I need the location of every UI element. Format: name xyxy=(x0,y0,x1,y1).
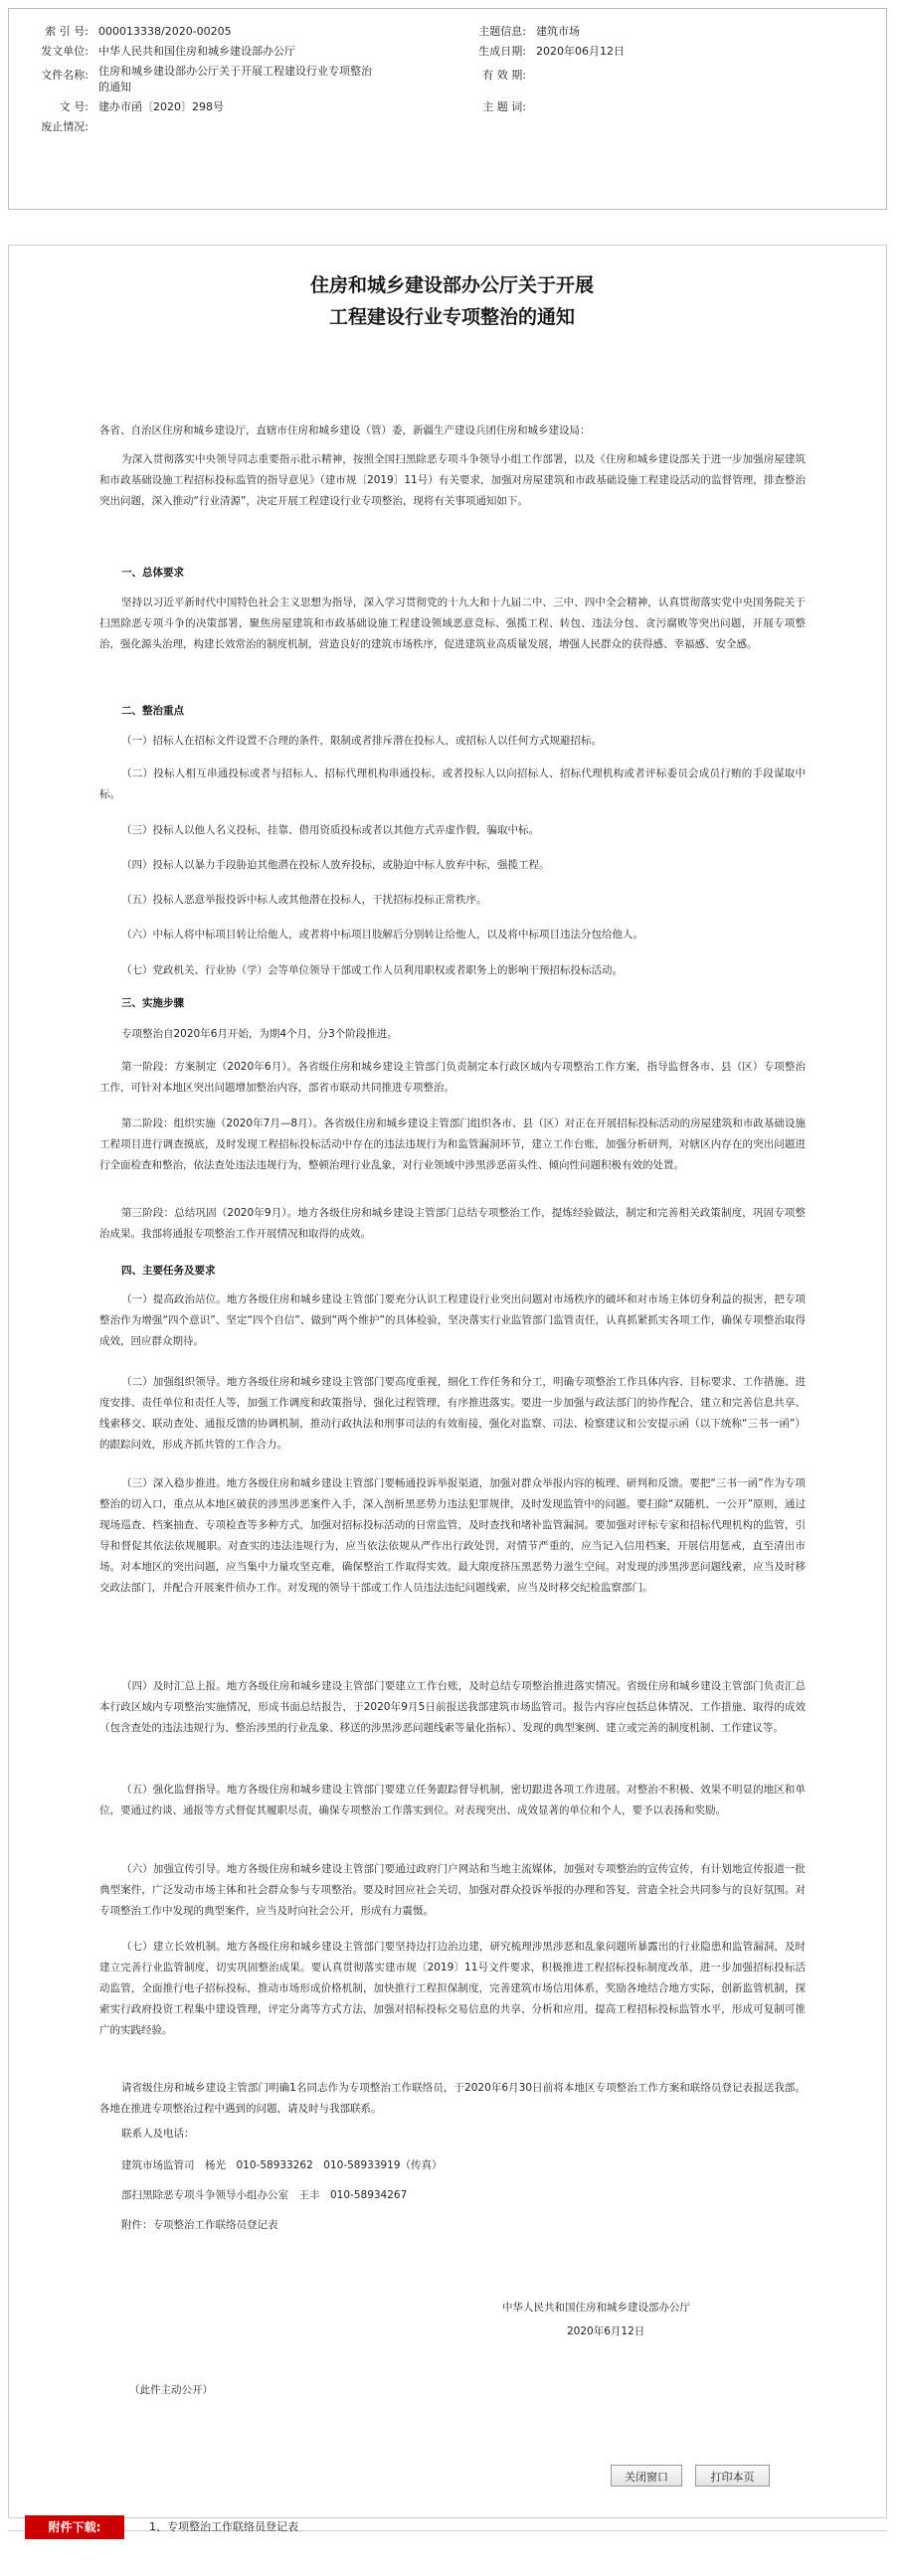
signature-org: 中华人民共和国住房和城乡建设部办公厅 xyxy=(502,2302,690,2314)
issuer-value: 中华人民共和国住房和城乡建设部办公厅 xyxy=(98,45,295,58)
document-title-line-2: 工程建设行业专项整治的通知 xyxy=(328,306,575,328)
close-window-button[interactable]: 关闭窗口 xyxy=(611,2465,682,2487)
section-3-item: 第一阶段：方案制定（2020年6月）。各省级住房和城乡建设主管部门负责制定本行政区域内专项整治工作方案，指导监督各市、县（区）专项整治工作，可针对本地区突出问题增加整治内容，部省市联动共同推进专项整治。 xyxy=(99,1061,806,1094)
metadata-panel xyxy=(8,8,887,210)
section-4-item: （四）及时汇总上报。地方各级住房和城乡建设主管部门要建立工作台账，及时总结专项整治推进落实情况。省级住房和城乡建设主管部门负责汇总本行政区域内专项整治实施情况，形成书面总结报告，于2020年9月5日前报送我部建筑市场监管司。报告内容应包括总体情况、工作措施、取得的成效（包含查处的违法违规行为、整治涉黑的行业乱象、移送的涉黑涉恶问题线索等量化指标）、发现的典型案例、建立或完善的制度机制、工作建议等。 xyxy=(99,1680,806,1734)
section-2-heading: 二、整治重点 xyxy=(121,705,184,717)
topic-value: 建筑市场 xyxy=(536,25,580,38)
docno-value: 建办市函〔2020〕298号 xyxy=(98,100,224,113)
section-3-item: 第三阶段：总结巩固（2020年9月）。地方各级住房和城乡建设主管部门总结专项整治工作，提炼经验做法，制定和完善相关政策制度，巩固专项整治成果。我部将通报专项整治工作开展情况和取得的成效。 xyxy=(99,1207,806,1240)
print-page-button[interactable]: 打印本页 xyxy=(695,2465,770,2487)
signature-date: 2020年6月12日 xyxy=(567,2325,645,2337)
abolish-label: 废止情况: xyxy=(41,120,89,133)
contact-heading: 联系人及电话： xyxy=(121,2128,195,2140)
validity-label: 有 效 期: xyxy=(482,69,526,82)
filename-label: 文件名称: xyxy=(41,69,89,82)
section-2-item: （六）中标人将中标项目转让给他人，或者将中标项目肢解后分别转让给他人，以及将中标项目违法分包给他人。 xyxy=(121,929,643,941)
date-label: 生成日期: xyxy=(478,45,526,58)
filename-value-1: 住房和城乡建设部办公厅关于开展工程建设行业专项整治 xyxy=(98,65,372,78)
issuer-label: 发文单位: xyxy=(41,45,89,58)
attachment-divider xyxy=(8,2530,887,2531)
intro-paragraph: 为深入贯彻落实中央领导同志重要指示批示精神，按照全国扫黑除恶专项斗争领导小组工作部署，以及《住房和城乡建设部关于进一步加强房屋建筑和市政基础设施工程招标投标监管的指导意见》（建市规〔2019〕11号）有关要求，加强对房屋建筑和市政基础设施工程建设活动的监督管理，排查整治突出问题，深入推动“行业清源”，决定开展工程建设行业专项整治，现将有关事项通知如下。 xyxy=(99,453,806,507)
keywords-label: 主 题 词: xyxy=(482,100,526,113)
document-title-line-1: 住房和城乡建设部办公厅关于开展 xyxy=(309,274,594,296)
section-4-item: （六）加强宣传引导。地方各级住房和城乡建设主管部门要通过政府门户网站和当地主流媒体，加强对专项整治的宣传宣传，有计划地宣传报道一批典型案件，广泛发动市场主体和社会群众参与专项整治。要及时回应社会关切，加强对群众投诉举报的办理和答复，营造全社会共同参与的良好氛围。对专项整治工作中发现的典型案件，应当及时向社会公开，形成有力震慑。 xyxy=(99,1863,806,1917)
attachment-download-label: 附件下载: xyxy=(25,2515,124,2539)
section-4-item: （一）提高政治站位。地方各级住房和城乡建设主管部门要充分认识工程建设行业突出问题对市场秩序的破坏和对市场主体切身利益的损害，把专项整治作为增强“四个意识”、坚定“四个自信”、做到“两个维护”的具体检验，坚决落实行业监管部门监管责任，认真抓紧抓实各项工作，确保专项整治取得成效，回应群众期待。 xyxy=(99,1293,806,1347)
docno-label: 文 号: xyxy=(59,100,89,113)
closing-paragraph: 请省级住房和城乡建设主管部门明确1名同志作为专项整治工作联络员，于2020年6月30日前将本地区专项整治工作方案和联络员登记表报送我部。各地在推进专项整治过程中遇到的问题，请及时与我部联系。 xyxy=(99,2082,806,2115)
topic-label: 主题信息: xyxy=(478,25,526,38)
section-4-heading: 四、主要任务及要求 xyxy=(121,1265,216,1277)
section-2-item: （五）投标人恶意举报投诉中标人或其他潜在投标人，干扰招标投标正常秩序。 xyxy=(121,894,487,906)
section-4-item: （三）深入稳步推进。地方各级住房和城乡建设主管部门要畅通投诉举报渠道，加强对群众举报内容的梳理、研判和反馈。要把“三书一函”作为专项整治的切入口，重点从本地区破获的涉黑涉恶案件入手，深入剖析黑恶势力违法犯罪规律，及时发现监管中的问题。要扫除“双随机、一公开”原则，通过现场巡查、档案抽查、专项检查等多种方式，加强对招标投标活动的日常监管，及时查找和堵补监管漏洞。要加强对评标专家和招标代理机构的监管，引导和督促其依法依规履职。对查实的违法违规行为，应当依法依规从严作出行政处罚，对情节严重的，应当记入信用档案，开展信用惩戒，直至清出市场。对本地区的突出问题，应当集中力量攻坚克难，确保整治工作取得实效。最大限度挤压黑恶势力滋生空间。对发现的涉黑涉恶问题线索，应当及时移交政法部门，并配合开展案件侦办工作。对发现的领导干部或工作人员违法违纪问题线索，应当及时移交纪检监察部门。 xyxy=(99,1477,806,1594)
date-value: 2020年06月12日 xyxy=(536,45,625,58)
salutation: 各省、自治区住房和城乡建设厅，直辖市住房和城乡建设（管）委，新疆生产建设兵团住房和城乡建设局： xyxy=(99,425,591,436)
section-2-item: （二）投标人相互串通投标或者与招标人、招标代理机构串通投标，或者投标人以向招标人、招标代理机构或者评标委员会成员行贿的手段谋取中标。 xyxy=(99,768,806,800)
filename-value-2: 的通知 xyxy=(98,81,131,93)
section-2-item: （三）投标人以他人名义投标，挂靠、借用资质投标或者以其他方式弄虚作假，骗取中标。 xyxy=(121,824,539,836)
section-4-item: （五）强化监督指导。地方各级住房和城乡建设主管部门要建立任务跟踪督导机制，密切跟进各项工作进展。对整治不积极、效果不明显的地区和单位，要通过约谈、通报等方式督促其履职尽责，确保专项整治工作落实到位。对表现突出、成效显著的单位和个人，要予以表扬和奖励。 xyxy=(99,1784,806,1816)
section-3-item: 第二阶段：组织实施（2020年7月—8月）。各省级住房和城乡建设主管部门组织各市、县（区）对正在开展招标投标活动的房屋建筑和市政基础设施工程项目进行调查摸底，及时发现工程招标投标活动中存在的违法违规行为和监管漏洞环节，建立工作台账，加强分析研判，对辖区内存在的突出问题进行全面检查和整治，依法查处违法违规行为，整顿治理行业乱象，对行业领域中涉黑涉恶苗头性、倾向性问题积极有效的处置。 xyxy=(99,1117,806,1171)
contact-line: 部扫黑除恶专项斗争领导小组办公室 王丰 010-58934267 xyxy=(121,2189,408,2201)
section-2-item: （七）党政机关、行业协（学）会等单位领导干部或工作人员利用职权或者职务上的影响干预招标投标活动。 xyxy=(121,964,623,976)
publicity-note: （此件主动公开） xyxy=(129,2384,213,2396)
index-value: 000013338/2020-00205 xyxy=(98,25,232,38)
section-2-item: （一）招标人在招标文件设置不合理的条件，限制或者排斥潜在投标人，或招标人以任何方式规避招标。 xyxy=(121,735,602,747)
contact-line: 建筑市场监管司 杨光 010-58933262 010-58933919（传真） xyxy=(121,2159,443,2171)
attachment-link[interactable]: 1、专项整治工作联络员登记表 xyxy=(149,2520,298,2533)
attachment-line: 附件：专项整治工作联络员登记表 xyxy=(121,2219,278,2231)
section-4-item: （七）建立长效机制。地方各级住房和城乡建设主管部门要坚持边打边治边建，研究梳理涉黑涉恶和乱象问题所暴露出的行业隐患和监管漏洞，及时建立完善行业监管制度，切实巩固整治成果。要认真贯彻落实建市规〔2019〕11号文件要求，积极推进工程招标投标制度改革，进一步加强招标投标活动监管，全面推行电子招标投标，推动市场形成价格机制，加快推行工程担保制度，完善建筑市场信用体系，奖励各地结合地方实际，创新监管机制，探索实行政府投资工程集中建设管理，评定分离等方式方法，加强对招标投标交易信息的共享、分析和应用，提高工程招标投标监管水平，形成可复制可推广的实践经验。 xyxy=(99,1941,806,2036)
section-2-item: （四）投标人以暴力手段胁迫其他潜在投标人放弃投标，或胁迫中标人放弃中标，强揽工程。 xyxy=(121,859,550,871)
section-1-body: 坚持以习近平新时代中国特色社会主义思想为指导，深入学习贯彻党的十九大和十九届二中、三中、四中全会精神，认真贯彻落实党中央国务院关于扫黑除恶专项斗争的决策部署，聚焦房屋建筑和市政基础设施工程建设领域恶意竞标、强揽工程、转包、违法分包、贪污腐败等突出问题，开展专项整治，强化源头治理，构建长效常治的制度机制，营造良好的建筑市场秩序，促进建筑业高质量发展，增强人民群众的获得感、幸福感、安全感。 xyxy=(99,597,806,650)
section-3-heading: 三、实施步骤 xyxy=(121,997,184,1009)
section-1-heading: 一、总体要求 xyxy=(121,567,184,579)
section-3-intro: 专项整治自2020年6月开始，为期4个月，分3个阶段推进。 xyxy=(121,1028,398,1040)
index-label: 索 引 号: xyxy=(45,25,89,38)
section-4-item: （二）加强组织领导。地方各级住房和城乡建设主管部门要高度重视，细化工作任务和分工，明确专项整治工作具体内容、目标要求、工作措施、进度安排、责任单位和责任人等，加强工作调度和政策指导，强化过程管理，有序推进落实。要进一步加强与政法部门的协作配合，建立和完善信息共享、线索移交、联动查处、通报反馈的协调机制，推动行政执法和刑事司法的有效衔接，强化对监察、司法、检察建议和公安提示函（以下统称“三书一函”）的跟踪问效，形成齐抓共管的工作合力。 xyxy=(99,1376,806,1451)
